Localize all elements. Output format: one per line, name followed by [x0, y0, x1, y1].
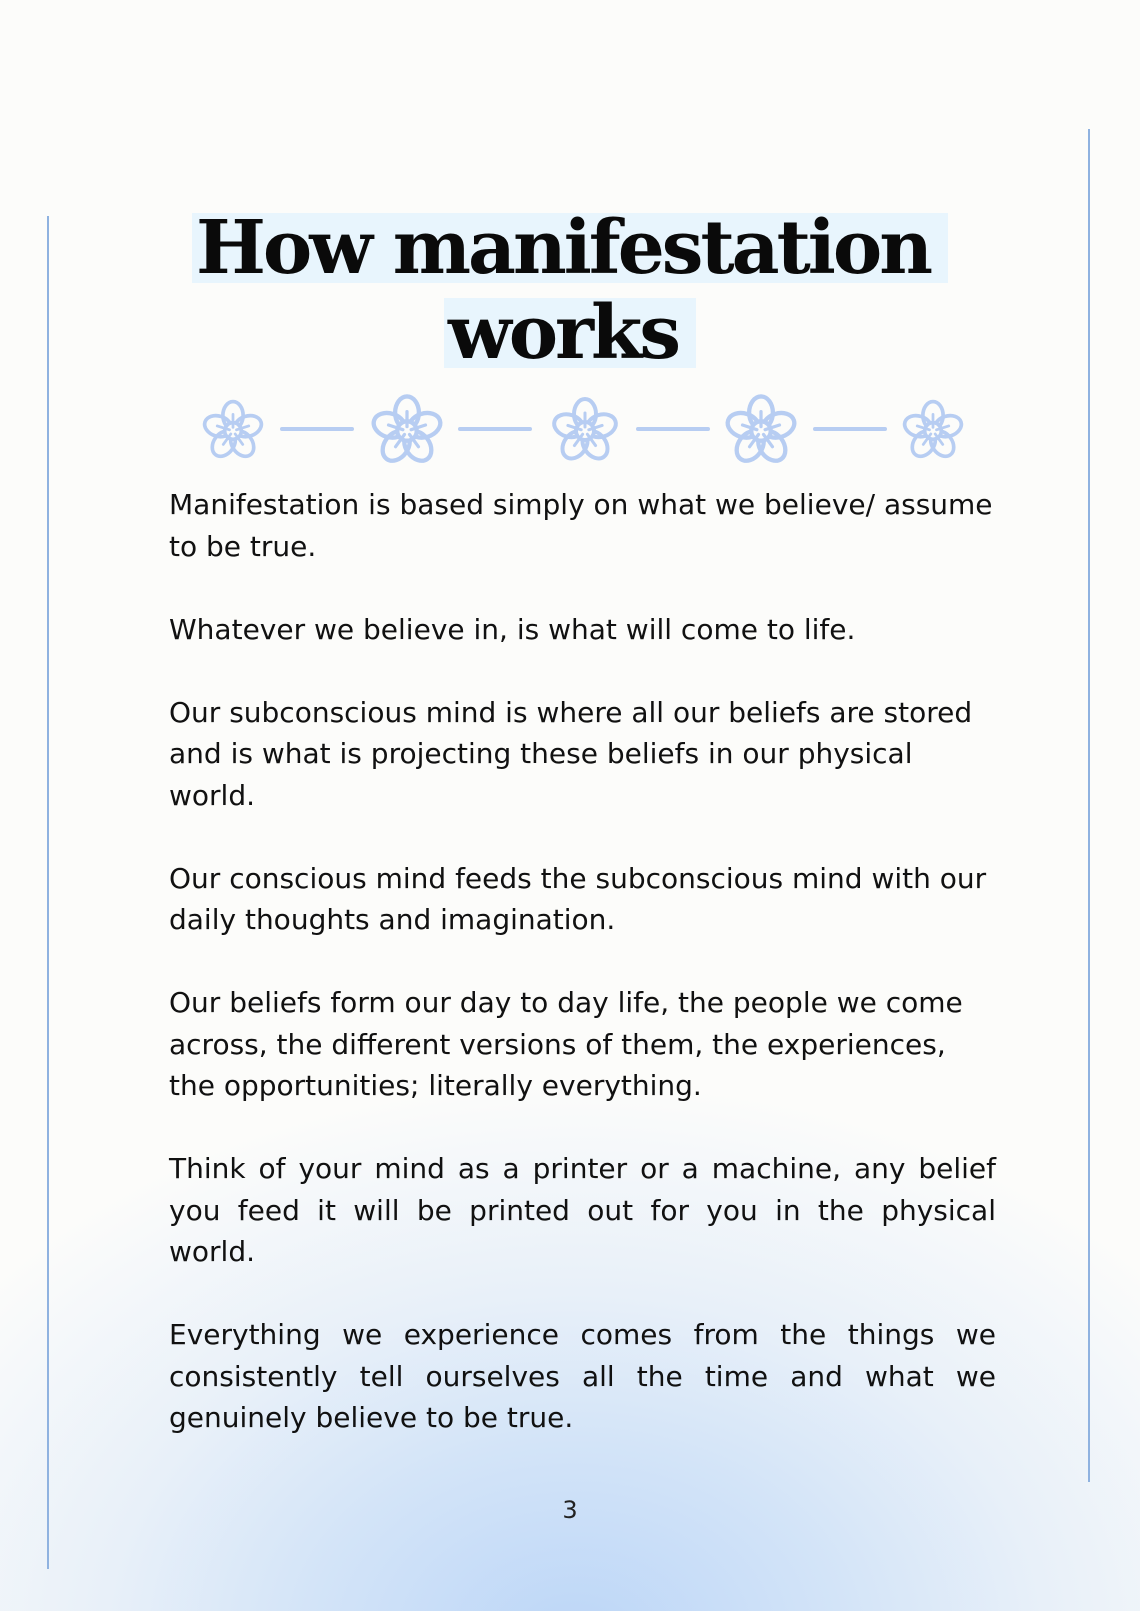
page-title — [0, 205, 1140, 375]
flower-icon — [724, 396, 797, 466]
paragraph-7: Everything we experience comes from the things we consistently tell ourselves all the time and what we genuinely believe to be true. — [169, 1318, 996, 1434]
left-border-rule — [47, 216, 49, 1569]
flower-icon — [202, 402, 264, 461]
flower-divider — [195, 388, 975, 474]
body-text — [169, 484, 996, 1480]
paragraph-4: Our conscious mind feeds the subconscious mind with our daily thoughts and imagination. — [169, 861, 987, 936]
title-line-2: works — [444, 298, 696, 368]
paragraph-6: Think of your mind as a printer or a machine, any belief you feed it will be printed out for you in the physical world. — [169, 1152, 996, 1268]
flower-icon — [370, 396, 443, 466]
paragraph-5: Our beliefs form our day to day life, the people we come across, the different versions of them, the experiences, the opportunities; literally everything. — [169, 986, 963, 1102]
flower-icon — [902, 402, 964, 461]
paragraph-1: Manifestation is based simply on what we believe/ assume to be true. — [169, 488, 993, 563]
title-line-1: How manifestation — [192, 213, 948, 283]
flower-icon — [551, 399, 619, 463]
page-number: 3 — [562, 1496, 578, 1524]
paragraph-3: Our subconscious mind is where all our beliefs are stored and is what is projecting these beliefs in our physical world. — [169, 695, 973, 812]
paragraph-2: Whatever we believe in, is what will come to life. — [169, 612, 856, 646]
